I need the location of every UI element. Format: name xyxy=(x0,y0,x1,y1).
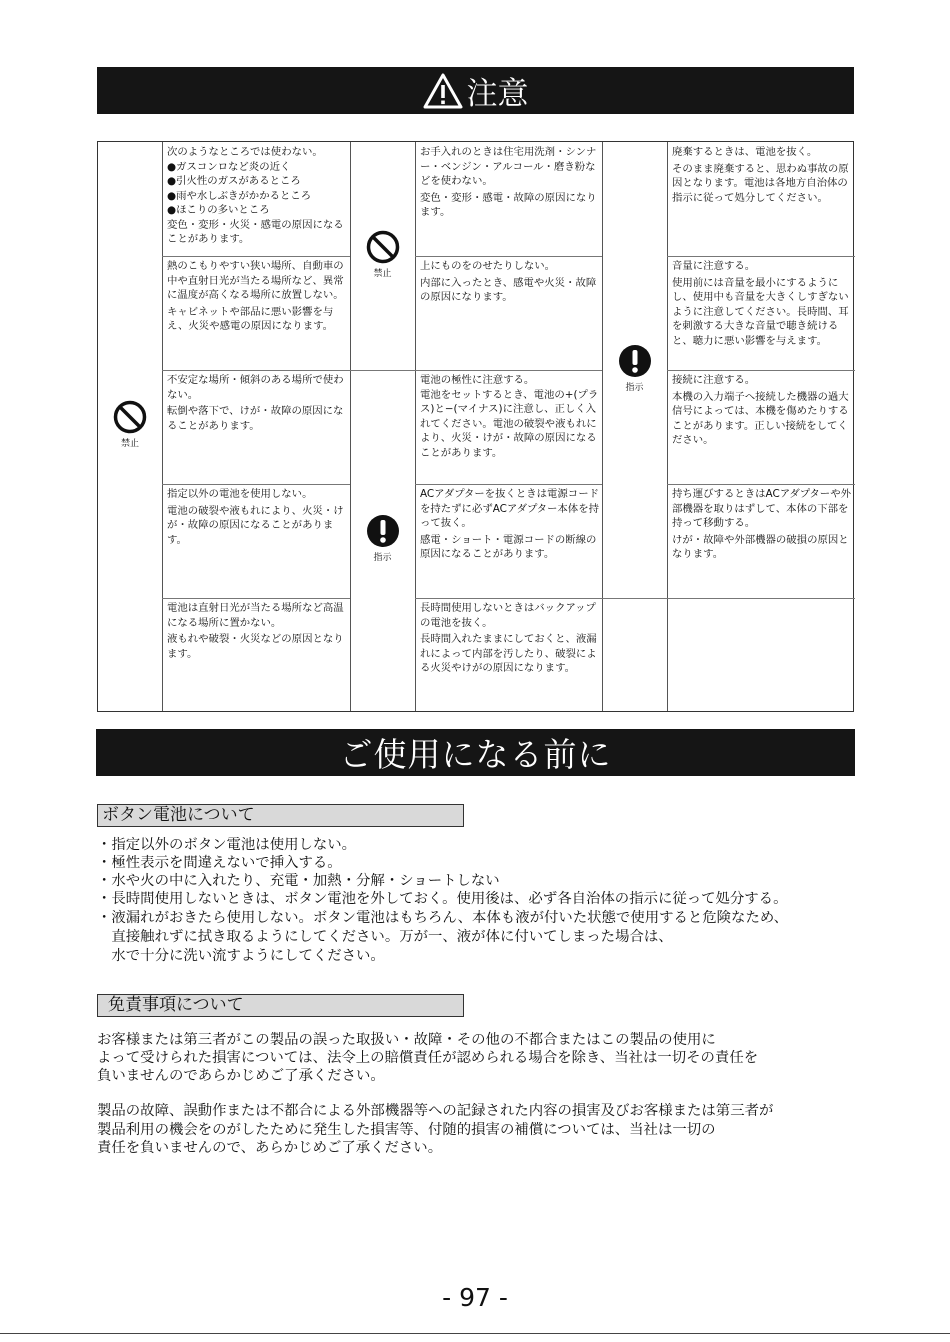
grid-line xyxy=(415,370,602,371)
caution-banner xyxy=(97,67,854,114)
body-line: ・液漏れがおきたら使用しない。ボタン電池はもちろん、本体も液が付いた状態で使用すると危険なため、 xyxy=(97,910,789,926)
grid-line xyxy=(667,484,855,485)
cell-note: そのまま廃棄すると、思わぬ事故の原因となります。電池は各地方自治体の指示に従って処分してください。 xyxy=(672,162,849,204)
cell-heading: 不安定な場所・傾斜のある場所で使わない。 xyxy=(167,374,344,401)
cell-bullet: ●ガスコンロなど炎の近く xyxy=(167,160,291,173)
cell-heading: ACアダプターを抜くときは電源コードを持たずに必ずACアダプター本体を持って抜く。 xyxy=(420,488,599,529)
cell-heading: 長時間使用しないときはバックアップの電池を抜く。 xyxy=(420,602,596,629)
cell-note: 感電・ショート・電源コードの断線の原因になることがあります。 xyxy=(420,533,597,560)
body-line: 直接触れずに拭き取るようにしてください。万が一、液が体に付いてしまった場合は、 xyxy=(97,929,673,945)
cell-heading: 持ち運びするときはACアダプターや外部機器を取りはずして、本体の下部を持って移動する。 xyxy=(672,488,851,529)
body-line: ・水や火の中に入れたり、充電・加熱・分解・ショートしない xyxy=(97,873,500,889)
body-line: ・長時間使用しないときは、ボタン電池を外しておく。使用後は、必ず各自治体の指示に従って処分する。 xyxy=(97,891,788,907)
exclamation-icon xyxy=(366,514,400,548)
caution-cell xyxy=(420,259,600,369)
caution-cell xyxy=(672,259,852,369)
body-line: 責任を負いませんので、あらかじめご了承ください。 xyxy=(97,1140,443,1156)
instruction-symbol xyxy=(350,514,415,563)
cell-bullet: ●ほこりの多いところ xyxy=(167,204,270,216)
prohibit-icon xyxy=(113,400,147,434)
cell-note: 本機の入力端子へ接続した機器の過大信号によっては、本機を傷めたりすることがあります。正しい接続をしてください。 xyxy=(672,390,849,446)
grid-line xyxy=(415,484,602,485)
cell-heading: 廃棄するときは、電池を抜く。 xyxy=(672,146,818,158)
cell-note: けが・故障や外部機器の破損の原因となります。 xyxy=(672,533,849,560)
cell-bullet: ●引火性のガスがあるところ xyxy=(167,175,301,187)
grid-line xyxy=(667,370,855,371)
caution-cell xyxy=(420,601,600,711)
cell-heading: 指定以外の電池を使用しない。 xyxy=(167,488,313,500)
cell-heading: 上にものをのせたりしない。 xyxy=(420,260,556,272)
prohibit-icon xyxy=(366,230,400,264)
caution-cell xyxy=(420,145,600,255)
cell-heading: 熱のこもりやすい狭い場所、自動車の中や直射日光が当たる場所など、異常に温度が高くなる場所に放置しない。 xyxy=(167,260,344,301)
caution-cell xyxy=(420,373,600,483)
body-line: 製品利用の機会をのがしたために発生した損害等、付随的損害の補償については、当社は一切の xyxy=(97,1122,716,1138)
cell-note: 転倒や落下で、けが・故障の原因になることがあります。 xyxy=(167,405,344,432)
warning-triangle-icon xyxy=(423,73,463,109)
cell-heading: 電池は直射日光が当たる場所など高温になる場所に置かない。 xyxy=(167,602,344,629)
cell-note: 内部に入ったとき、感電や火災・故障の原因になります。 xyxy=(420,276,597,303)
caution-cell xyxy=(672,487,852,597)
instruction-label: 指示 xyxy=(625,383,644,393)
cell-bullet: ●雨や水しぶきがかかるところ xyxy=(167,189,312,202)
cell-note: 電池の破裂や液もれにより、火災・けが・故障の原因になることがあります。 xyxy=(167,504,344,546)
button-battery-heading: ボタン電池について xyxy=(97,804,464,827)
body-line: ・指定以外のボタン電池は使用しない。 xyxy=(97,837,357,853)
caution-cell xyxy=(167,145,347,255)
caution-cell xyxy=(167,259,347,369)
instruction-symbol xyxy=(602,344,667,393)
cell-heading: 次のようなところでは使わない。 xyxy=(167,146,323,158)
grid-line xyxy=(162,598,350,599)
before-use-title: ご使用になる前に xyxy=(339,735,612,774)
page-number: - 97 - xyxy=(442,1283,508,1312)
grid-line xyxy=(350,370,415,371)
cell-heading: 接続に注意する。 xyxy=(672,374,756,386)
disclaimer-heading: 免責事項について xyxy=(97,994,464,1017)
grid-line xyxy=(415,256,602,257)
body-line: 水で十分に洗い流すようにしてください。 xyxy=(97,948,385,964)
caution-table xyxy=(97,141,854,712)
prohibit-symbol xyxy=(98,400,162,449)
grid-line xyxy=(415,598,602,599)
grid-line xyxy=(602,598,855,599)
cell-heading: お手入れのときは住宅用洗剤・シンナー・ベンジン・アルコール・磨き粉などを使わない。 xyxy=(420,146,597,187)
cell-note: 長時間入れたままにしておくと、液漏れによって内部を汚したり、破裂による火災やけがの原因になります。 xyxy=(420,633,597,674)
before-use-banner xyxy=(96,729,855,776)
caution-cell xyxy=(672,145,852,255)
grid-line xyxy=(162,484,350,485)
cell-heading: 電池の極性に注意する。 xyxy=(420,374,535,386)
caution-title: 注意 xyxy=(466,76,529,112)
caution-cell xyxy=(420,487,600,597)
grid-line xyxy=(667,256,855,257)
grid-line xyxy=(415,142,416,711)
instruction-label: 指示 xyxy=(373,553,392,563)
cell-note: 電池をセットするとき、電池の+(プラス)と−(マイナス)に注意し、正しく入れてください。電池の破裂や液もれにより、火災・けが・故障の原因になることがあります。 xyxy=(420,388,599,459)
bottom-rule xyxy=(0,1333,950,1334)
caution-cell xyxy=(167,601,347,711)
grid-line xyxy=(602,142,603,711)
grid-line xyxy=(162,370,350,371)
cell-note: 変色・変形・感電・故障の原因になります。 xyxy=(420,191,597,218)
body-line: 負いませんのであらかじめご了承ください。 xyxy=(97,1068,385,1084)
cell-note: 変色・変形・火災・感電の原因になることがあります。 xyxy=(167,218,344,245)
cell-heading: 音量に注意する。 xyxy=(672,260,756,272)
prohibit-symbol xyxy=(350,230,415,279)
grid-line xyxy=(162,142,163,711)
grid-line xyxy=(350,142,351,711)
caution-cell xyxy=(167,373,347,483)
cell-note: 使用前には音量を最小にするようにし、使用中も音量を大きくしすぎないように注意してください。長時間、耳を刺激する大きな音量で聴き続けると、聴力に悪い影響を与えます。 xyxy=(672,276,849,347)
prohibit-label: 禁止 xyxy=(120,439,139,449)
body-line: よって受けられた損害については、法令上の賠償責任が認められる場合を除き、当社は一切その責任を xyxy=(97,1050,759,1066)
cell-note: キャビネットや部品に悪い影響を与え、火災や感電の原因になります。 xyxy=(167,305,334,332)
caution-cell xyxy=(672,373,852,483)
grid-line xyxy=(667,142,668,711)
grid-line xyxy=(162,256,350,257)
cell-note: 液もれや破裂・火災などの原因となります。 xyxy=(167,633,344,660)
caution-cell xyxy=(167,487,347,597)
body-line: お客様または第三者がこの製品の誤った取扱い・故障・その他の不都合またはこの製品の使用に xyxy=(97,1032,716,1048)
body-line: ・極性表示を間違えないで挿入する。 xyxy=(97,855,342,871)
prohibit-label: 禁止 xyxy=(373,269,392,279)
exclamation-icon xyxy=(618,344,652,378)
body-line: 製品の故障、誤動作または不都合による外部機器等への記録された内容の損害及びお客様または第三者が xyxy=(97,1103,774,1119)
